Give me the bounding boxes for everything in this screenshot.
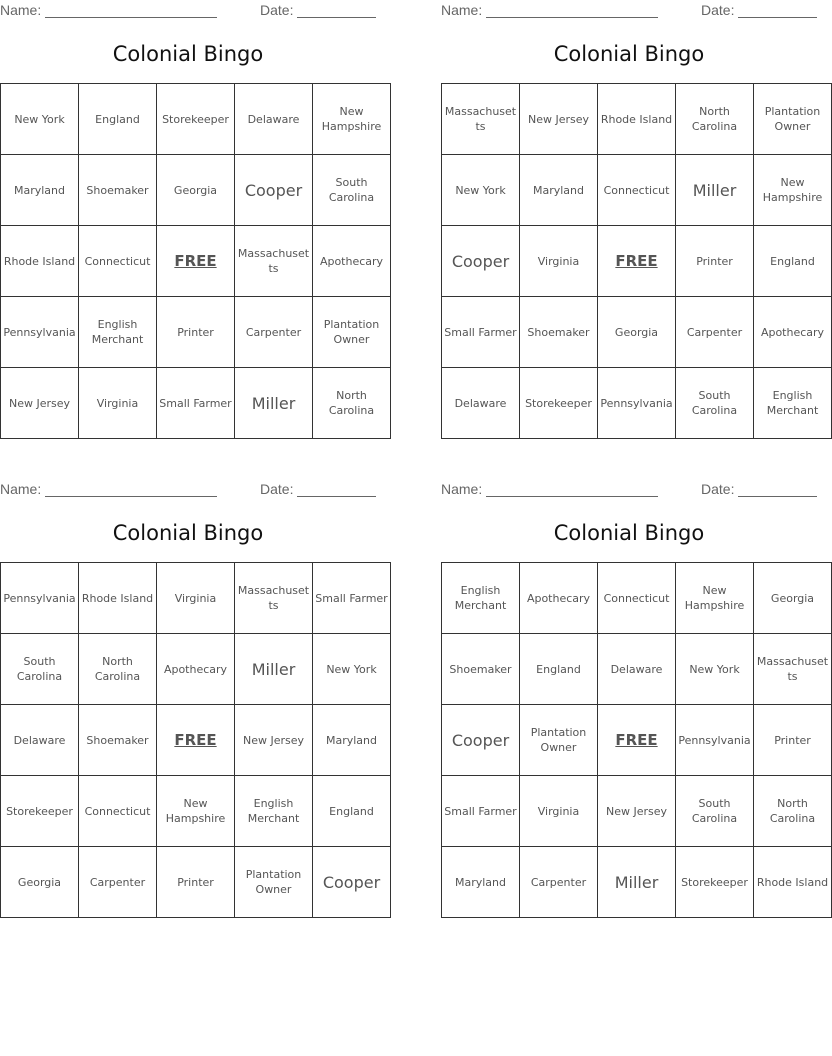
bingo-row [1,705,391,776]
bingo-cell: North Carolina [79,634,157,705]
bingo-cell: Storekeeper [157,84,235,155]
bingo-cell: New York [313,634,391,705]
bingo-cell: Maryland [313,705,391,776]
bingo-row [1,563,391,634]
bingo-cell: Miller [676,155,754,226]
free-space-cell: FREE [157,226,235,297]
bingo-cell: Apothecary [313,226,391,297]
bingo-cell: New Jersey [235,705,313,776]
bingo-cell: Georgia [157,155,235,226]
bingo-cell: Small Farmer [442,776,520,847]
bingo-grid [441,562,832,918]
bingo-cell: Connecticut [79,226,157,297]
bingo-cell: Maryland [1,155,79,226]
bingo-cell: Printer [676,226,754,297]
bingo-cell: Rhode Island [598,84,676,155]
bingo-cell: Apothecary [157,634,235,705]
bingo-cell: Miller [598,847,676,918]
bingo-cell: Massachusetts [235,563,313,634]
card-title: Colonial Bingo [112,42,264,66]
bingo-cell: Carpenter [520,847,598,918]
bingo-cell: Carpenter [79,847,157,918]
bingo-cell: Printer [754,705,832,776]
bingo-cell: Shoemaker [79,155,157,226]
bingo-cell: North Carolina [754,776,832,847]
name-field-line [486,17,658,18]
bingo-cell: South Carolina [676,368,754,439]
bingo-cell: Georgia [754,563,832,634]
bingo-cell: Printer [157,847,235,918]
bingo-cell: Maryland [442,847,520,918]
bingo-cell: Connecticut [598,563,676,634]
bingo-cell: South Carolina [313,155,391,226]
bingo-cell: Rhode Island [1,226,79,297]
bingo-row [442,297,832,368]
bingo-row [442,705,832,776]
bingo-cell: Rhode Island [754,847,832,918]
date-label: Date: [260,2,294,18]
bingo-cell: South Carolina [676,776,754,847]
name-field-line [45,17,217,18]
bingo-cell: Small Farmer [313,563,391,634]
bingo-cell: Storekeeper [1,776,79,847]
bingo-row [442,563,832,634]
bingo-cell: Delaware [1,705,79,776]
bingo-cell: Small Farmer [157,368,235,439]
bingo-cell: Massachusetts [754,634,832,705]
date-field-line [297,17,376,18]
bingo-cell: England [313,776,391,847]
bingo-cell: New Hampshire [157,776,235,847]
bingo-cell: New York [1,84,79,155]
bingo-cell: Shoemaker [79,705,157,776]
bingo-cell: Storekeeper [676,847,754,918]
card-title: Colonial Bingo [112,521,264,545]
bingo-cell: Miller [235,368,313,439]
bingo-cell: New Hampshire [313,84,391,155]
name-date-header [0,479,376,499]
bingo-cell: Delaware [598,634,676,705]
bingo-cell: Georgia [598,297,676,368]
bingo-cell: English Merchant [442,563,520,634]
bingo-row [442,84,832,155]
bingo-cell: Cooper [442,705,520,776]
bingo-cell: New York [442,155,520,226]
bingo-cell: New Jersey [598,776,676,847]
name-label: Name: [441,2,483,18]
bingo-cell: New Jersey [1,368,79,439]
bingo-row [442,226,832,297]
name-date-header [0,0,376,20]
bingo-cell: English Merchant [754,368,832,439]
bingo-cell: Plantation Owner [313,297,391,368]
bingo-row [1,84,391,155]
bingo-cell: North Carolina [676,84,754,155]
date-label: Date: [260,481,294,497]
bingo-cell: England [79,84,157,155]
bingo-cell: Pennsylvania [598,368,676,439]
free-space-cell: FREE [157,705,235,776]
bingo-row [1,155,391,226]
name-label: Name: [441,481,483,497]
bingo-cell: Massachusetts [235,226,313,297]
bingo-cell: Delaware [442,368,520,439]
date-field-line [738,496,817,497]
bingo-grid [0,83,391,439]
bingo-row [1,368,391,439]
bingo-cell: New Hampshire [676,563,754,634]
bingo-row [442,776,832,847]
card-title: Colonial Bingo [553,521,705,545]
bingo-cell: Cooper [442,226,520,297]
bingo-row [1,297,391,368]
bingo-cell: Shoemaker [442,634,520,705]
bingo-cell: Printer [157,297,235,368]
bingo-cell: English Merchant [235,776,313,847]
bingo-row [1,847,391,918]
free-space-cell: FREE [598,226,676,297]
bingo-cell: England [754,226,832,297]
name-label: Name: [0,481,42,497]
bingo-cell: New York [676,634,754,705]
bingo-cell: Pennsylvania [1,563,79,634]
date-label: Date: [701,2,735,18]
bingo-cell: North Carolina [313,368,391,439]
bingo-cell: New Hampshire [754,155,832,226]
bingo-row [442,634,832,705]
bingo-cell: Plantation Owner [235,847,313,918]
bingo-cell: New Jersey [520,84,598,155]
bingo-cell: England [520,634,598,705]
bingo-cell: Virginia [520,226,598,297]
bingo-cell: Plantation Owner [520,705,598,776]
bingo-row [442,847,832,918]
date-label: Date: [701,481,735,497]
bingo-cell: Delaware [235,84,313,155]
bingo-grid [0,562,391,918]
name-date-header [441,479,817,499]
bingo-cell: Cooper [235,155,313,226]
bingo-cell: Carpenter [676,297,754,368]
bingo-cell: Apothecary [754,297,832,368]
bingo-cell: Maryland [520,155,598,226]
name-label: Name: [0,2,42,18]
bingo-row [1,226,391,297]
date-field-line [297,496,376,497]
bingo-row [1,634,391,705]
bingo-cell: Pennsylvania [676,705,754,776]
bingo-cell: Storekeeper [520,368,598,439]
bingo-row [442,155,832,226]
card-title: Colonial Bingo [553,42,705,66]
bingo-cell: Pennsylvania [1,297,79,368]
date-field-line [738,17,817,18]
bingo-cell: Carpenter [235,297,313,368]
bingo-grid [441,83,832,439]
name-field-line [486,496,658,497]
bingo-cell: Cooper [313,847,391,918]
bingo-row [1,776,391,847]
bingo-cell: Shoemaker [520,297,598,368]
bingo-cell: Small Farmer [442,297,520,368]
name-date-header [441,0,817,20]
bingo-cell: Virginia [157,563,235,634]
bingo-cell: Rhode Island [79,563,157,634]
bingo-cell: Miller [235,634,313,705]
free-space-cell: FREE [598,705,676,776]
bingo-cell: Connecticut [79,776,157,847]
bingo-row [442,368,832,439]
bingo-cell: South Carolina [1,634,79,705]
bingo-cell: Virginia [79,368,157,439]
bingo-cell: Virginia [520,776,598,847]
name-field-line [45,496,217,497]
bingo-cell: Plantation Owner [754,84,832,155]
bingo-cell: Apothecary [520,563,598,634]
bingo-cell: Massachusetts [442,84,520,155]
bingo-cell: Georgia [1,847,79,918]
bingo-cell: English Merchant [79,297,157,368]
bingo-cell: Connecticut [598,155,676,226]
